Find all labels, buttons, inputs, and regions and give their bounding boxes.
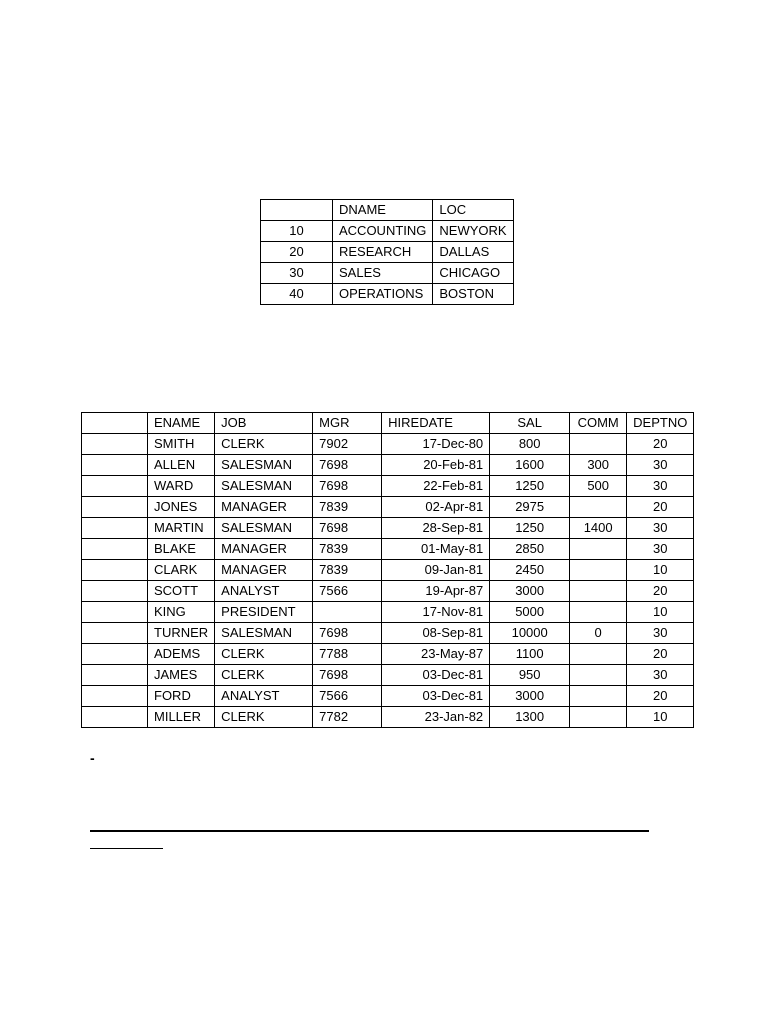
emp-table-cell	[570, 686, 627, 707]
emp-table-cell	[570, 497, 627, 518]
emp-table-cell: MANAGER	[215, 539, 313, 560]
emp-table-cell: 28-Sep-81	[382, 518, 490, 539]
emp-table-cell: 7788	[313, 644, 382, 665]
emp-table-cell	[82, 455, 148, 476]
emp-table-header-row	[82, 413, 694, 434]
dept-table-cell: 40	[261, 284, 333, 305]
emp-table-cell: SMITH	[148, 434, 215, 455]
emp-table-cell: KING	[148, 602, 215, 623]
emp-table-cell: 950	[490, 665, 570, 686]
emp-table-cell: 2450	[490, 560, 570, 581]
emp-table-row	[82, 560, 694, 581]
dept-table-cell: 30	[261, 263, 333, 284]
dept-table-cell: RESEARCH	[333, 242, 433, 263]
dept-table-header-cell: LOC	[433, 200, 513, 221]
emp-table-cell	[82, 707, 148, 728]
dept-table-cell: CHICAGO	[433, 263, 513, 284]
emp-table-cell: BLAKE	[148, 539, 215, 560]
emp-table-cell: 20	[627, 434, 694, 455]
emp-table-cell: 7839	[313, 560, 382, 581]
emp-table-cell: FORD	[148, 686, 215, 707]
emp-table-row	[82, 644, 694, 665]
emp-table-row	[82, 497, 694, 518]
emp-table-cell: ANALYST	[215, 581, 313, 602]
emp-table-cell: 0	[570, 623, 627, 644]
emp-table-cell: 23-Jan-82	[382, 707, 490, 728]
emp-table-cell: 19-Apr-87	[382, 581, 490, 602]
emp-table-cell: SALESMAN	[215, 455, 313, 476]
dept-table-header-row	[261, 200, 514, 221]
emp-table-row	[82, 686, 694, 707]
emp-table-cell: TURNER	[148, 623, 215, 644]
emp-table-cell: MILLER	[148, 707, 215, 728]
emp-table-cell: 1400	[570, 518, 627, 539]
emp-table-header-cell: HIREDATE	[382, 413, 490, 434]
emp-table-row	[82, 623, 694, 644]
emp-table-row	[82, 665, 694, 686]
emp-table-cell: 2975	[490, 497, 570, 518]
emp-table-cell: SALESMAN	[215, 623, 313, 644]
dept-table-row	[261, 221, 514, 242]
emp-table-cell: 20-Feb-81	[382, 455, 490, 476]
emp-table-cell	[82, 518, 148, 539]
dept-table-cell: DALLAS	[433, 242, 513, 263]
emp-table-cell	[570, 602, 627, 623]
emp-table-cell: 09-Jan-81	[382, 560, 490, 581]
emp-table-cell: SCOTT	[148, 581, 215, 602]
emp-table-cell	[570, 644, 627, 665]
emp-table-row	[82, 518, 694, 539]
emp-table-cell: 30	[627, 518, 694, 539]
emp-table-cell: 02-Apr-81	[382, 497, 490, 518]
emp-table-header-cell: ENAME	[148, 413, 215, 434]
emp-table-cell: 7902	[313, 434, 382, 455]
emp-table-cell: 08-Sep-81	[382, 623, 490, 644]
dept-table-cell: ACCOUNTING	[333, 221, 433, 242]
emp-table-cell	[570, 560, 627, 581]
emp-table-cell: 10	[627, 602, 694, 623]
emp-table-cell	[82, 686, 148, 707]
emp-table-header-cell: MGR	[313, 413, 382, 434]
dept-table-cell: SALES	[333, 263, 433, 284]
emp-table-cell: SALESMAN	[215, 476, 313, 497]
emp-table-cell: 03-Dec-81	[382, 665, 490, 686]
dept-table-row	[261, 284, 514, 305]
emp-table-cell: 03-Dec-81	[382, 686, 490, 707]
emp-table-cell	[570, 434, 627, 455]
emp-table-cell: 7782	[313, 707, 382, 728]
emp-table-cell	[82, 476, 148, 497]
emp-table-row	[82, 539, 694, 560]
emp-table-cell	[82, 497, 148, 518]
emp-table-cell	[82, 434, 148, 455]
emp-table-cell: 20	[627, 644, 694, 665]
dept-table-row	[261, 242, 514, 263]
emp-table-cell: 3000	[490, 686, 570, 707]
horizontal-rule-long	[90, 830, 649, 832]
dash-mark: -	[90, 750, 95, 766]
dept-table-cell: OPERATIONS	[333, 284, 433, 305]
emp-table-row	[82, 455, 694, 476]
emp-table-cell: JONES	[148, 497, 215, 518]
emp-table-cell: 30	[627, 455, 694, 476]
emp-table-cell	[82, 581, 148, 602]
dept-table	[260, 199, 514, 305]
emp-table-cell: ALLEN	[148, 455, 215, 476]
emp-table-header-cell	[82, 413, 148, 434]
emp-table-cell: 800	[490, 434, 570, 455]
emp-table-cell: 22-Feb-81	[382, 476, 490, 497]
emp-table-body	[82, 413, 694, 728]
emp-table-cell: 7698	[313, 518, 382, 539]
emp-table-cell: WARD	[148, 476, 215, 497]
emp-table-cell: 20	[627, 581, 694, 602]
emp-table-cell: 7698	[313, 623, 382, 644]
emp-table-cell: 3000	[490, 581, 570, 602]
dept-table-body	[261, 200, 514, 305]
emp-table-row	[82, 707, 694, 728]
emp-table-row	[82, 581, 694, 602]
emp-table-cell: MANAGER	[215, 497, 313, 518]
emp-table-cell	[570, 581, 627, 602]
emp-table-cell	[82, 644, 148, 665]
emp-table-cell	[570, 539, 627, 560]
emp-table-cell: MANAGER	[215, 560, 313, 581]
emp-table-header-cell: JOB	[215, 413, 313, 434]
emp-table-cell: 7698	[313, 455, 382, 476]
dept-table-cell: 10	[261, 221, 333, 242]
emp-table-row	[82, 434, 694, 455]
emp-table-cell: 20	[627, 497, 694, 518]
emp-table-cell: 7839	[313, 497, 382, 518]
dept-table-header-cell	[261, 200, 333, 221]
emp-table-cell	[313, 602, 382, 623]
dept-table-cell: BOSTON	[433, 284, 513, 305]
emp-table-cell: 7566	[313, 581, 382, 602]
emp-table-cell	[82, 623, 148, 644]
emp-table-cell: 300	[570, 455, 627, 476]
emp-table-header-cell: SAL	[490, 413, 570, 434]
dept-table-row	[261, 263, 514, 284]
dept-table-header-cell: DNAME	[333, 200, 433, 221]
emp-table-cell: CLERK	[215, 707, 313, 728]
emp-table-cell: 10000	[490, 623, 570, 644]
emp-table-cell: 1300	[490, 707, 570, 728]
emp-table-cell: SALESMAN	[215, 518, 313, 539]
emp-table-cell: 30	[627, 665, 694, 686]
emp-table-cell: 1600	[490, 455, 570, 476]
dept-table-cell: NEWYORK	[433, 221, 513, 242]
emp-table-cell: 5000	[490, 602, 570, 623]
emp-table-cell: 01-May-81	[382, 539, 490, 560]
emp-table-cell	[82, 539, 148, 560]
emp-table-cell: 1250	[490, 518, 570, 539]
emp-table-row	[82, 476, 694, 497]
emp-table-cell: ADEMS	[148, 644, 215, 665]
emp-table-cell: 2850	[490, 539, 570, 560]
emp-table-cell: 30	[627, 476, 694, 497]
emp-table-cell: MARTIN	[148, 518, 215, 539]
emp-table-header-cell: COMM	[570, 413, 627, 434]
emp-table-cell	[82, 560, 148, 581]
emp-table-cell: 10	[627, 707, 694, 728]
emp-table-cell: 17-Nov-81	[382, 602, 490, 623]
emp-table-cell: 30	[627, 623, 694, 644]
emp-table-cell: 7698	[313, 476, 382, 497]
emp-table-cell: 17-Dec-80	[382, 434, 490, 455]
emp-table-row	[82, 602, 694, 623]
emp-table-cell: 23-May-87	[382, 644, 490, 665]
emp-table-cell	[82, 602, 148, 623]
emp-table-cell: 500	[570, 476, 627, 497]
horizontal-rule-short	[90, 848, 163, 849]
emp-table-cell: 7698	[313, 665, 382, 686]
emp-table-cell: 20	[627, 686, 694, 707]
emp-table-cell: PRESIDENT	[215, 602, 313, 623]
emp-table-cell: CLARK	[148, 560, 215, 581]
emp-table-cell	[570, 665, 627, 686]
emp-table-header-cell: DEPTNO	[627, 413, 694, 434]
emp-table-cell: 30	[627, 539, 694, 560]
emp-table-cell: CLERK	[215, 665, 313, 686]
emp-table-cell: JAMES	[148, 665, 215, 686]
dept-table-cell: 20	[261, 242, 333, 263]
emp-table-cell: CLERK	[215, 434, 313, 455]
emp-table-cell: 1250	[490, 476, 570, 497]
emp-table	[81, 412, 694, 728]
emp-table-cell: 7839	[313, 539, 382, 560]
emp-table-cell: 7566	[313, 686, 382, 707]
emp-table-cell: CLERK	[215, 644, 313, 665]
emp-table-cell	[82, 665, 148, 686]
emp-table-cell: 1100	[490, 644, 570, 665]
emp-table-cell: 10	[627, 560, 694, 581]
emp-table-cell: ANALYST	[215, 686, 313, 707]
emp-table-cell	[570, 707, 627, 728]
